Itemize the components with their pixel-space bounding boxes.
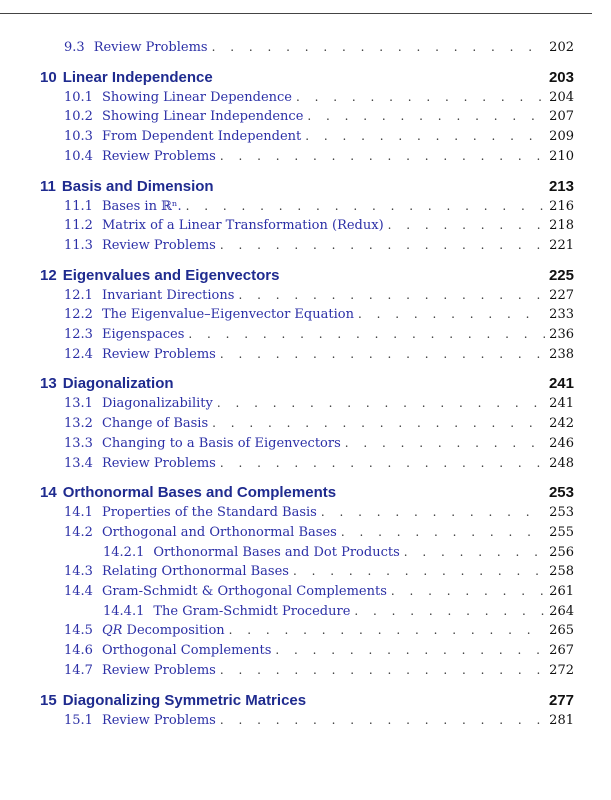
- section-number: 14.2.1: [103, 544, 145, 560]
- section-page: 216: [549, 198, 574, 214]
- section-title: Gram-Schmidt & Orthogonal Complements: [101, 584, 387, 600]
- section-page: 248: [549, 455, 574, 471]
- chapter-heading[interactable]: [40, 691, 574, 711]
- section-number: 11.2: [64, 218, 93, 234]
- section-title: Change of Basis: [101, 416, 209, 432]
- dot-leader: [220, 345, 545, 365]
- section-page: 242: [549, 416, 574, 432]
- section-title: Review Problems: [101, 346, 216, 362]
- table-of-contents: [40, 38, 574, 730]
- chapter-heading[interactable]: [40, 374, 574, 394]
- section-number: 11.1: [64, 198, 93, 214]
- section-title: Orthogonal and Orthonormal Bases: [101, 524, 337, 540]
- dot-leader: [388, 216, 546, 236]
- toc-section[interactable]: [40, 147, 574, 167]
- chapter-number: 10: [40, 68, 57, 86]
- chapter-heading[interactable]: [40, 177, 574, 197]
- section-number: 14.4: [64, 584, 93, 600]
- section-title: Review Problems: [93, 40, 208, 55]
- toc-chapter-12: [40, 266, 574, 365]
- section-page: 210: [549, 148, 574, 164]
- chapter-page: 241: [548, 375, 574, 393]
- dot-leader: [220, 236, 545, 256]
- chapter-title: Linear Independence: [62, 68, 213, 86]
- dot-leader: [354, 602, 545, 622]
- toc-section[interactable]: [40, 434, 574, 454]
- toc-chapter-10: [40, 68, 574, 167]
- chapter-title: Diagonalization: [62, 375, 174, 393]
- dot-leader: [188, 325, 545, 345]
- section-title: Invariant Directions: [101, 287, 235, 303]
- section-title: Bases in ℝⁿ.: [101, 198, 182, 214]
- section-number: 10.2: [64, 109, 93, 125]
- section-number: 12.1: [64, 287, 93, 303]
- section-number: 10.1: [64, 89, 93, 105]
- toc-section[interactable]: [40, 661, 574, 681]
- chapter-page: 277: [548, 691, 574, 709]
- section-title: The Gram-Schmidt Procedure: [153, 603, 351, 619]
- section-page: 236: [549, 327, 574, 343]
- section-page: 272: [549, 662, 574, 678]
- chapter-number: 12: [40, 266, 57, 284]
- section-page: 281: [549, 712, 574, 728]
- dot-leader: [321, 503, 545, 523]
- chapter-number: 13: [40, 375, 57, 393]
- toc-section[interactable]: [40, 38, 574, 58]
- chapter-page: 203: [548, 68, 574, 86]
- section-title: Review Problems: [101, 662, 216, 678]
- chapter-page: 225: [548, 266, 574, 284]
- chapter-page: 213: [548, 177, 574, 195]
- chapter-title: Diagonalizing Symmetric Matrices: [62, 691, 307, 709]
- dot-leader: [293, 562, 545, 582]
- dot-leader: [220, 454, 545, 474]
- section-title: QR Decomposition: [101, 623, 225, 639]
- section-number: 11.3: [64, 237, 93, 253]
- chapter-title: Basis and Dimension: [61, 177, 214, 195]
- section-title: Eigenspaces: [101, 327, 185, 343]
- section-page: 256: [549, 544, 574, 560]
- toc-section[interactable]: [40, 107, 574, 127]
- dot-leader: [341, 523, 545, 543]
- toc-section[interactable]: [40, 503, 574, 523]
- dot-leader: [296, 88, 545, 108]
- dot-leader: [186, 197, 546, 217]
- section-page: 241: [549, 396, 574, 412]
- section-title: Review Problems: [101, 237, 216, 253]
- dot-leader: [220, 661, 545, 681]
- dot-leader: [275, 641, 545, 661]
- section-number: 14.4.1: [103, 603, 145, 619]
- section-title: Review Problems: [101, 455, 216, 471]
- section-number: 13.1: [64, 396, 93, 412]
- chapter-title: Orthonormal Bases and Complements: [62, 484, 337, 502]
- chapter-heading[interactable]: [40, 483, 574, 503]
- section-title: Diagonalizability: [101, 396, 213, 412]
- section-title: Matrix of a Linear Transformation (Redux): [101, 218, 384, 234]
- section-page: 221: [549, 237, 574, 253]
- section-title: Review Problems: [101, 148, 216, 164]
- toc-section[interactable]: [40, 286, 574, 306]
- toc-section[interactable]: [40, 523, 574, 543]
- toc-section[interactable]: [40, 325, 574, 345]
- chapter-number: 11: [40, 177, 56, 195]
- section-page: 227: [549, 287, 574, 303]
- chapter-number: 15: [40, 691, 57, 709]
- toc-section[interactable]: [40, 582, 574, 602]
- toc-section[interactable]: [40, 88, 574, 108]
- section-number: 14.6: [64, 643, 93, 659]
- toc-section[interactable]: [40, 236, 574, 256]
- section-title: From Dependent Independent: [101, 129, 302, 145]
- toc-chapter-14: [40, 483, 574, 680]
- dot-leader: [229, 621, 546, 641]
- toc-section[interactable]: [40, 127, 574, 147]
- section-page: 233: [549, 307, 574, 323]
- section-number: 14.7: [64, 662, 93, 678]
- toc-section[interactable]: [40, 216, 574, 236]
- section-page: 265: [549, 623, 574, 639]
- section-page: 238: [549, 346, 574, 362]
- toc-chapter-13: [40, 374, 574, 473]
- section-page: 253: [549, 505, 574, 521]
- chapter-heading[interactable]: [40, 68, 574, 88]
- section-title: Relating Orthonormal Bases: [101, 564, 289, 580]
- section-title: Showing Linear Dependence: [101, 89, 292, 105]
- toc-section[interactable]: [40, 345, 574, 365]
- toc-chapter-continued: [40, 38, 574, 58]
- section-page: 204: [549, 89, 574, 105]
- section-title: Orthogonal Complements: [101, 643, 272, 659]
- section-page: 207: [549, 109, 574, 125]
- dot-leader: [212, 38, 546, 58]
- dot-leader: [358, 305, 545, 325]
- chapter-page: 253: [548, 484, 574, 502]
- toc-section[interactable]: [40, 414, 574, 434]
- section-number: 13.3: [64, 435, 93, 451]
- toc-subsection[interactable]: [40, 543, 574, 563]
- section-title: Properties of the Standard Basis: [101, 505, 317, 521]
- dot-leader: [391, 582, 545, 602]
- chapter-heading[interactable]: [40, 266, 574, 286]
- section-page: 264: [549, 603, 574, 619]
- dot-leader: [217, 394, 545, 414]
- toc-section[interactable]: [40, 641, 574, 661]
- section-page: 218: [549, 218, 574, 234]
- toc-section[interactable]: [40, 711, 574, 731]
- toc-section[interactable]: [40, 562, 574, 582]
- section-number: 13.4: [64, 455, 93, 471]
- section-page: 246: [549, 435, 574, 451]
- section-page: 255: [549, 524, 574, 540]
- dot-leader: [238, 286, 545, 306]
- toc-section[interactable]: [40, 394, 574, 414]
- section-number: 9.3: [64, 40, 85, 55]
- toc-chapter-15: [40, 691, 574, 731]
- section-title: Review Problems: [101, 712, 216, 728]
- dot-leader: [220, 147, 545, 167]
- toc-section[interactable]: [40, 305, 574, 325]
- section-number: 12.4: [64, 346, 93, 362]
- dot-leader: [305, 127, 545, 147]
- section-number: 10.3: [64, 129, 93, 145]
- toc-section[interactable]: [40, 621, 574, 641]
- dot-leader: [220, 711, 545, 731]
- toc-subsection[interactable]: [40, 602, 574, 622]
- section-title: Orthonormal Bases and Dot Products: [153, 544, 400, 560]
- section-number: 14.5: [64, 623, 93, 639]
- chapter-title: Eigenvalues and Eigenvectors: [62, 266, 280, 284]
- chapter-number: 14: [40, 484, 57, 502]
- section-title: Changing to a Basis of Eigenvectors: [101, 435, 341, 451]
- section-number: 12.2: [64, 307, 93, 323]
- section-number: 15.1: [64, 712, 93, 728]
- toc-section[interactable]: [40, 197, 574, 217]
- section-page: 209: [549, 129, 574, 145]
- section-number: 14.1: [64, 505, 93, 521]
- section-number: 10.4: [64, 148, 93, 164]
- dot-leader: [212, 414, 545, 434]
- section-number: 12.3: [64, 327, 93, 343]
- section-page: 258: [549, 564, 574, 580]
- toc-section[interactable]: [40, 454, 574, 474]
- section-page: 261: [549, 584, 574, 600]
- section-number: 13.2: [64, 416, 93, 432]
- section-page: 267: [549, 643, 574, 659]
- section-title: The Eigenvalue–Eigenvector Equation: [101, 307, 354, 323]
- section-number: 14.2: [64, 524, 93, 540]
- dot-leader: [404, 543, 545, 563]
- header-rule: [0, 13, 592, 14]
- section-page: 202: [549, 40, 574, 55]
- section-number: 14.3: [64, 564, 93, 580]
- dot-leader: [345, 434, 545, 454]
- section-title: Showing Linear Independence: [101, 109, 304, 125]
- toc-chapter-11: [40, 177, 574, 256]
- dot-leader: [307, 107, 545, 127]
